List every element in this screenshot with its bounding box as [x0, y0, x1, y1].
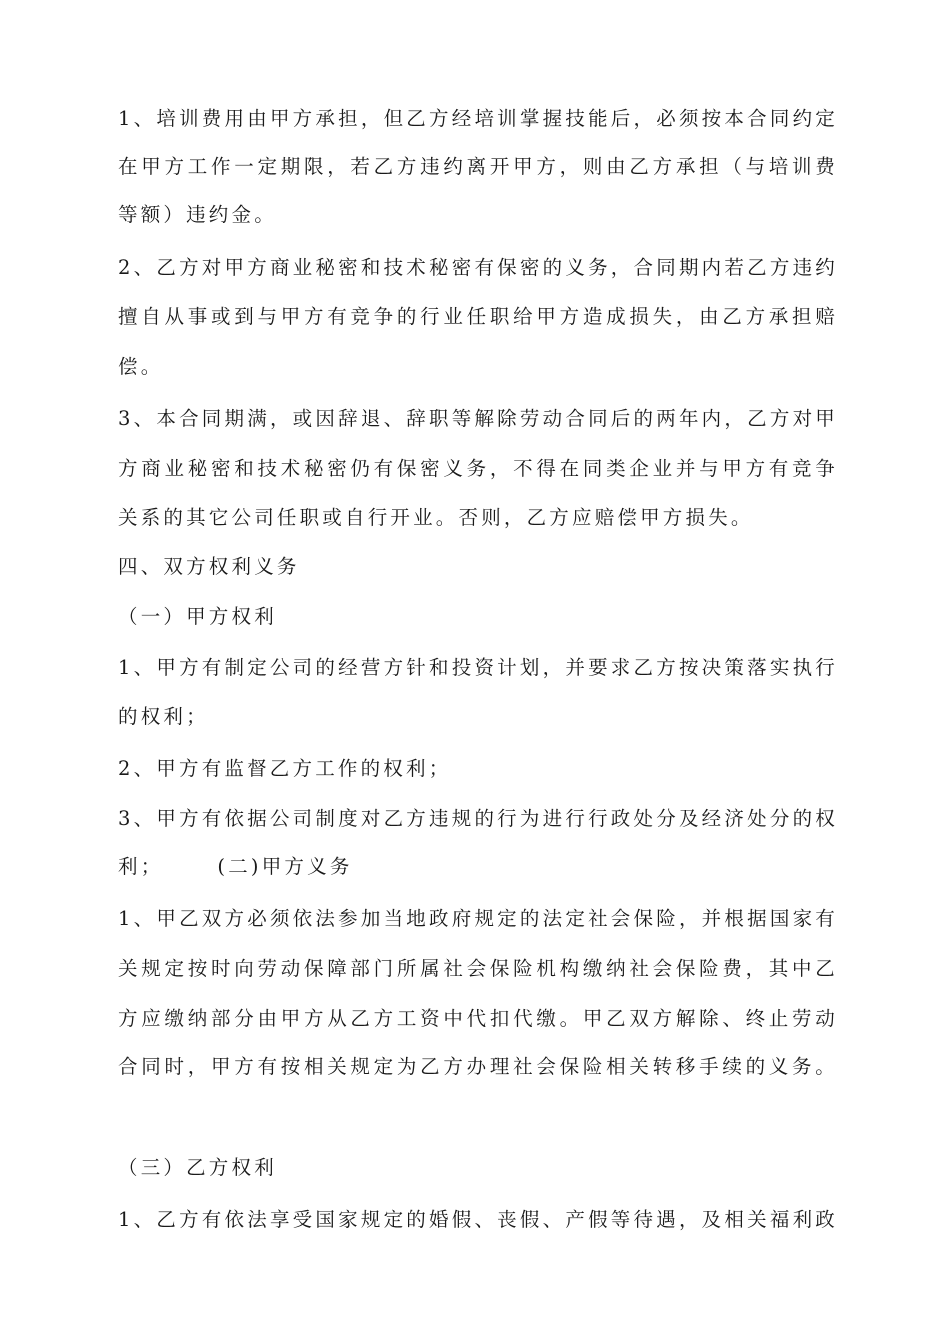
paragraph-line: 2、乙方对甲方商业秘密和技术秘密有保密的义务，合同期内若乙方违约 [118, 256, 838, 279]
paragraph-line: 的权利； [118, 705, 209, 728]
paragraph-line: 1、甲乙双方必须依法参加当地政府规定的法定社会保险，并根据国家有 [118, 907, 838, 930]
subsection-heading: （三）乙方权利 [118, 1156, 277, 1179]
section-heading: 四、双方权利义务 [118, 555, 300, 578]
paragraph-line: 方应缴纳部分由甲方从乙方工资中代扣代缴。甲乙双方解除、终止劳动 [118, 1007, 838, 1030]
paragraph-line: 1、培训费用由甲方承担，但乙方经培训掌握技能后，必须按本合同约定 [118, 107, 838, 130]
paragraph-line [118, 854, 838, 880]
paragraph-line: 1、甲方有制定公司的经营方针和投资计划，并要求乙方按决策落实执行 [118, 656, 838, 679]
paragraph-line: 偿。 [118, 355, 164, 378]
paragraph-line: 2、甲方有监督乙方工作的权利； [118, 757, 452, 780]
paragraph-line: 方商业秘密和技术秘密仍有保密义务，不得在同类企业并与甲方有竞争 [118, 457, 838, 480]
paragraph-line: 擅自从事或到与甲方有竞争的行业任职给甲方造成损失，由乙方承担赔 [118, 305, 838, 328]
paragraph-line: 3、本合同期满，或因辞退、辞职等解除劳动合同后的两年内，乙方对甲 [118, 407, 838, 430]
paragraph-line: 3、甲方有依据公司制度对乙方违规的行为进行行政处分及经济处分的权 [118, 807, 838, 830]
subsection-heading: （一）甲方权利 [118, 605, 277, 628]
paragraph-line: 合同时，甲方有按相关规定为乙方办理社会保险相关转移手续的义务。 [118, 1055, 838, 1078]
paragraph-line-text: 利； [118, 855, 164, 878]
paragraph-line: 在甲方工作一定期限，若乙方违约离开甲方，则由乙方承担（与培训费 [118, 155, 838, 178]
paragraph-line: 关规定按时向劳动保障部门所属社会保险机构缴纳社会保险费，其中乙 [118, 957, 838, 980]
subsection-heading: (二)甲方义务 [217, 855, 353, 878]
paragraph-line: 关系的其它公司任职或自行开业。否则，乙方应赔偿甲方损失。 [118, 506, 754, 529]
paragraph-line: 等额）违约金。 [118, 203, 277, 226]
paragraph-line: 1、乙方有依法享受国家规定的婚假、丧假、产假等待遇，及相关福利政 [118, 1208, 838, 1231]
